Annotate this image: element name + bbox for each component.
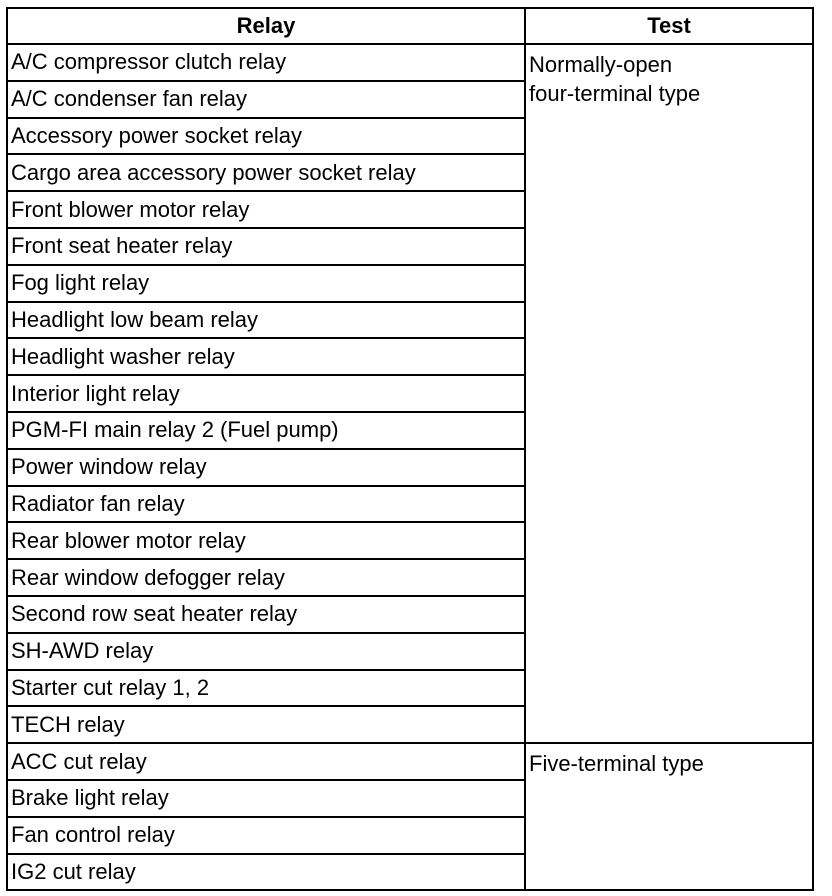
relay-name-cell: Radiator fan relay [7, 486, 525, 523]
relay-name-cell: Headlight washer relay [7, 338, 525, 375]
relay-name-cell: TECH relay [7, 706, 525, 743]
table-body [7, 44, 813, 890]
relay-name-cell: A/C compressor clutch relay [7, 44, 525, 81]
relay-name-cell: Fan control relay [7, 817, 525, 854]
relay-name-cell: Accessory power socket relay [7, 118, 525, 155]
relay-name-cell: Rear blower motor relay [7, 522, 525, 559]
test-type-cell [525, 44, 813, 743]
header-row [7, 8, 813, 44]
relay-name-cell: PGM-FI main relay 2 (Fuel pump) [7, 412, 525, 449]
table-row [7, 44, 813, 81]
relay-name-cell: Front seat heater relay [7, 228, 525, 265]
relay-name-cell: Rear window defogger relay [7, 559, 525, 596]
relay-name-cell: A/C condenser fan relay [7, 81, 525, 118]
test-type-text: Five-terminal type [529, 751, 704, 777]
relay-name-cell: Fog light relay [7, 265, 525, 302]
relay-name-cell: ACC cut relay [7, 743, 525, 780]
relay-name-cell: Headlight low beam relay [7, 302, 525, 339]
relay-name-cell: Second row seat heater relay [7, 596, 525, 633]
relay-name-cell: Brake light relay [7, 780, 525, 817]
relay-test-table [6, 7, 814, 891]
relay-name-cell: Interior light relay [7, 375, 525, 412]
relay-name-cell: Front blower motor relay [7, 191, 525, 228]
test-column-header: Test [525, 8, 813, 44]
test-type-text: Normally-open [529, 52, 673, 77]
relay-name-cell: Starter cut relay 1, 2 [7, 670, 525, 707]
relay-column-header: Relay [7, 8, 525, 44]
test-type-text: four-terminal type [529, 81, 701, 106]
relay-name-cell: Cargo area accessory power socket relay [7, 154, 525, 191]
test-type-cell [525, 743, 813, 890]
relay-name-cell: SH-AWD relay [7, 633, 525, 670]
relay-name-cell: Power window relay [7, 449, 525, 486]
relay-name-cell: IG2 cut relay [7, 854, 525, 891]
table-row [7, 743, 813, 780]
